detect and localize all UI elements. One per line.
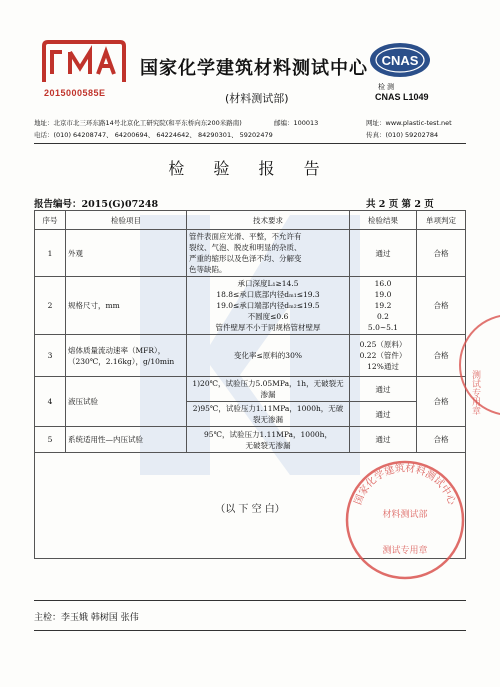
table-row bbox=[35, 277, 466, 335]
row-result: 通过 bbox=[350, 230, 417, 277]
row-item: 系统适用性—内压试验 bbox=[66, 427, 187, 453]
cma-code: 2015000585E bbox=[44, 88, 106, 98]
row-verdict: 合格 bbox=[417, 230, 466, 277]
table-header-row bbox=[35, 211, 466, 230]
svg-text:CNAS: CNAS bbox=[381, 53, 419, 68]
report-title: 检 验 报 告 bbox=[168, 159, 332, 178]
row-no: 4 bbox=[35, 377, 66, 427]
row-verdict: 合格 bbox=[417, 427, 466, 453]
table-row bbox=[35, 230, 466, 277]
table-row bbox=[35, 427, 466, 453]
footer-divider bbox=[34, 600, 466, 601]
cnas-code: CNAS L1049 bbox=[375, 92, 429, 102]
row-result: 通过 bbox=[350, 402, 417, 427]
side-stamp bbox=[455, 310, 500, 420]
svg-text:国家化学建筑材料测试中心: 国家化学建筑材料测试中心 bbox=[352, 463, 458, 507]
row-req: 承口深度L₁≥14.5 18.8≤承口底部内径dₘ₁≤19.3 19.0≤承口端部内径dₘ₂≤19.5 不圆度≤0.6 管件壁厚不小于同规格管材壁厚 bbox=[187, 277, 350, 335]
row-req: 2)95℃，试验压力1.11MPa，1000h，无破裂无渗漏 bbox=[187, 402, 350, 427]
row-item: 液压试验 bbox=[66, 377, 187, 427]
svg-text:测试专用章: 测试专用章 bbox=[382, 546, 428, 556]
col-verdict: 单项判定 bbox=[417, 211, 466, 230]
row-req: 管件表面应光滑、平整，不允许有 裂纹、气泡、脱皮和明显的杂质、 严重的缩形以及色泽不均、分解变 色等缺陷。 bbox=[187, 230, 350, 277]
row-result: 16.0 19.0 19.2 0.2 5.0~5.1 bbox=[350, 277, 417, 335]
address: 地址：北京市北三环东路14号北京化工研究院(和平东桥向东200米路南) bbox=[34, 119, 242, 127]
row-result: 0.25（原料） 0.22（管件） 12%通过 bbox=[350, 335, 417, 377]
col-item: 检验项目 bbox=[66, 211, 187, 230]
official-stamp bbox=[340, 455, 470, 585]
col-result: 检验结果 bbox=[350, 211, 417, 230]
row-req: 95℃，试验压力1.11MPa，1000h， 无破裂无渗漏 bbox=[187, 427, 350, 453]
row-item: 熔体质量流动速率（MFR），（230℃，2.16kg），g/10min bbox=[66, 335, 187, 377]
row-verdict: 合格 bbox=[417, 335, 466, 377]
signers: 主检：李玉娥 韩树国 张伟 bbox=[34, 613, 139, 623]
row-req: 1)20℃，试验压力5.05MPa，1h，无破裂无渗漏 bbox=[187, 377, 350, 402]
row-no: 2 bbox=[35, 277, 66, 335]
cma-logo bbox=[40, 38, 128, 86]
row-result: 通过 bbox=[350, 377, 417, 402]
row-verdict: 合格 bbox=[417, 277, 466, 335]
website: 网址：www.plastic-test.net bbox=[366, 119, 452, 127]
row-no: 3 bbox=[35, 335, 66, 377]
svg-text:测试专用章: 测试专用章 bbox=[470, 370, 480, 415]
cnas-label: 检 测 bbox=[378, 84, 394, 91]
footer-divider-bottom bbox=[34, 630, 466, 631]
row-item: 规格尺寸，mm bbox=[66, 277, 187, 335]
header-divider bbox=[34, 143, 466, 144]
phones: 电话：(010) 64208747、 64200694、 64224642、 84290301、 59202479 bbox=[34, 131, 273, 139]
col-no: 序号 bbox=[35, 211, 66, 230]
org-title: 国家化学建筑材料测试中心 bbox=[140, 58, 368, 79]
row-no: 1 bbox=[35, 230, 66, 277]
row-no: 5 bbox=[35, 427, 66, 453]
svg-text:材料测试部: 材料测试部 bbox=[382, 510, 428, 520]
row-req: 变化率≤原料的30% bbox=[187, 335, 350, 377]
row-verdict: 合格 bbox=[417, 377, 466, 427]
table-row bbox=[35, 377, 466, 402]
fax: 传真：(010) 59202784 bbox=[366, 131, 439, 139]
col-req: 技术要求 bbox=[187, 211, 350, 230]
report-number: 报告编号：2015(G)07248 bbox=[34, 199, 159, 210]
table-row bbox=[35, 335, 466, 377]
cnas-logo bbox=[368, 40, 432, 80]
postcode: 邮编：100013 bbox=[274, 119, 319, 127]
page-info: 共 2 页 第 2 页 bbox=[366, 199, 434, 210]
row-item: 外观 bbox=[66, 230, 187, 277]
blank-note: （以 下 空 白） bbox=[35, 453, 466, 559]
row-result: 通过 bbox=[350, 427, 417, 453]
org-subtitle: (材料测试部) bbox=[225, 92, 289, 105]
